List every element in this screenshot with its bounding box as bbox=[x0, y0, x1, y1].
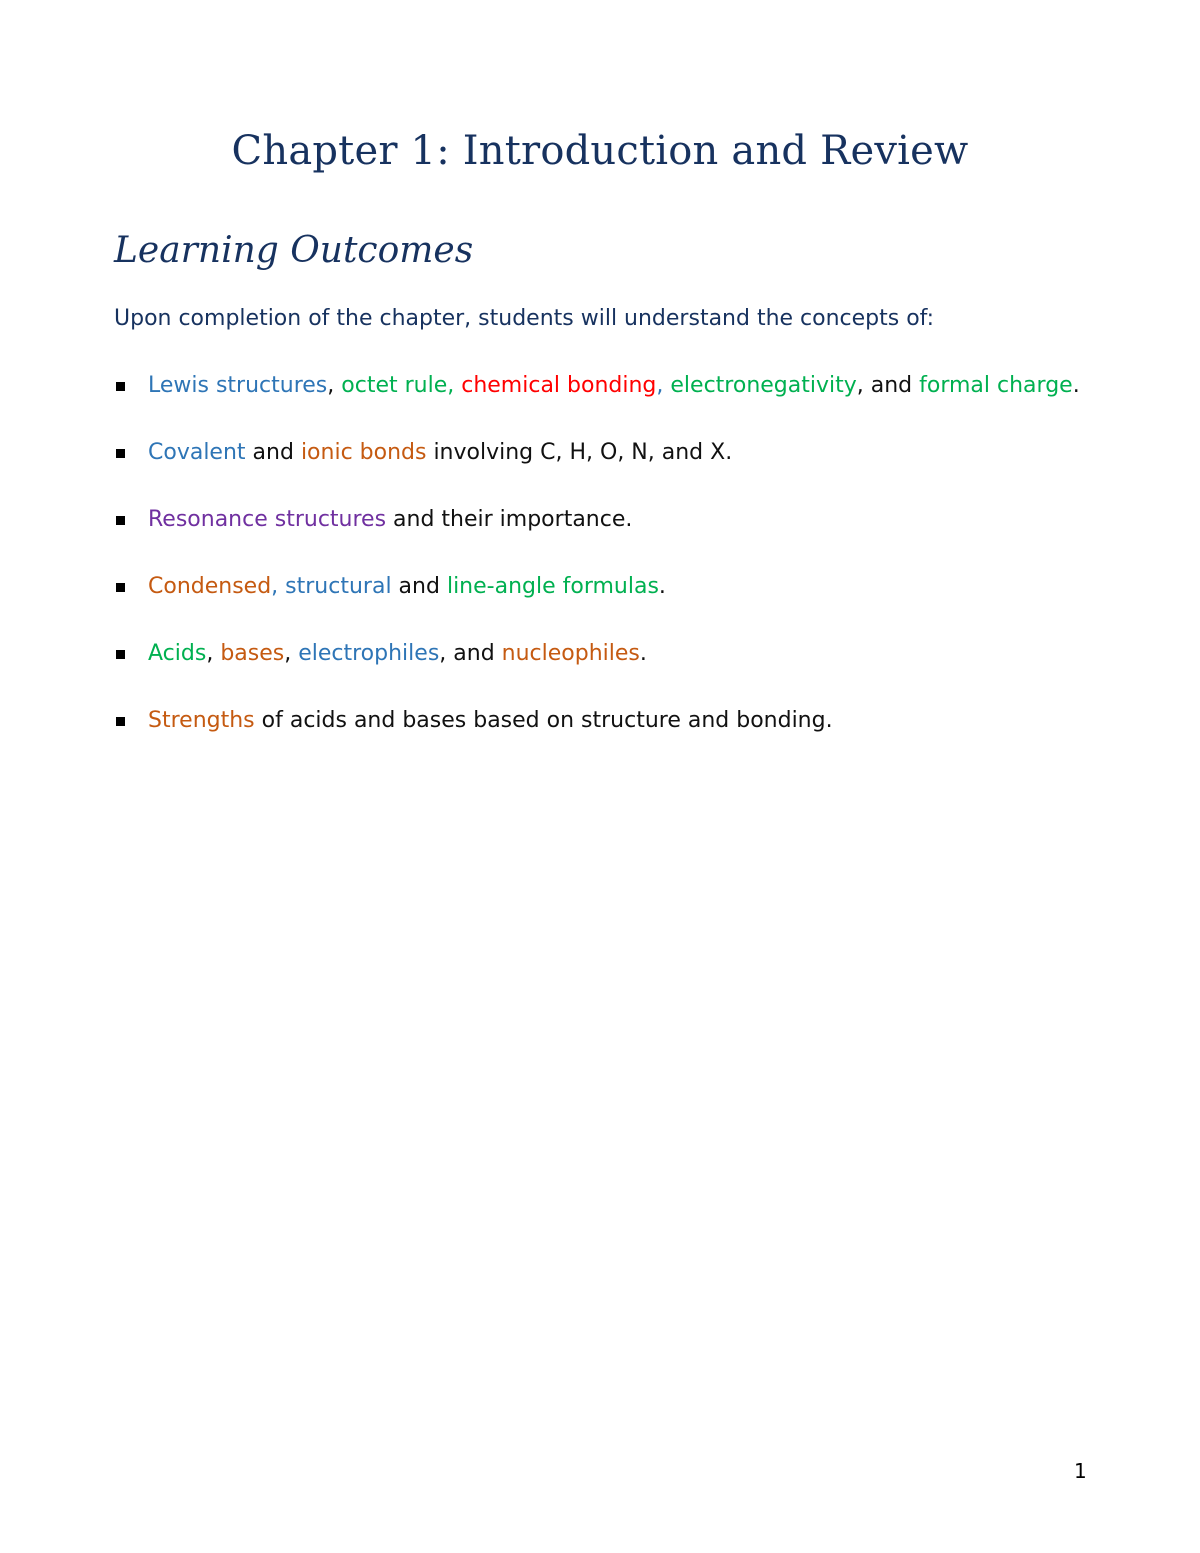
outcome-text-run: . bbox=[639, 641, 647, 666]
outcome-text-run: Resonance structures bbox=[148, 507, 387, 532]
outcome-text bbox=[148, 373, 1080, 398]
outcome-text-run: , bbox=[284, 641, 299, 666]
outcome-text-run: of acids and bases based on structure and bonding. bbox=[254, 708, 833, 733]
outcome-text-run: , bbox=[271, 574, 286, 599]
square-bullet-icon bbox=[116, 516, 125, 525]
square-bullet-icon bbox=[116, 650, 125, 659]
outcome-text-run: octet rule, bbox=[341, 373, 462, 398]
intro-paragraph: Upon completion of the chapter, students will understand the concepts of: bbox=[114, 306, 935, 331]
square-bullet-icon bbox=[116, 449, 125, 458]
square-bullet-icon bbox=[116, 583, 125, 592]
square-bullet-icon bbox=[116, 382, 125, 391]
outcome-text-run: , and bbox=[439, 641, 502, 666]
outcome-text bbox=[148, 708, 833, 733]
outcome-text-run: Strengths bbox=[148, 708, 255, 733]
outcome-text-run: , bbox=[656, 373, 671, 398]
outcome-text-run: Acids bbox=[148, 641, 207, 666]
outcome-text-run: involving C, H, O, N, and X. bbox=[426, 440, 733, 465]
page-number: 1 bbox=[1074, 1459, 1087, 1483]
outcome-text-run: bases bbox=[220, 641, 285, 666]
outcome-text-run: formal charge bbox=[919, 373, 1073, 398]
outcome-text-run: . bbox=[658, 574, 666, 599]
outcome-text-run: . bbox=[1072, 373, 1080, 398]
outcome-text bbox=[148, 440, 732, 465]
outcome-text-run: Covalent bbox=[148, 440, 246, 465]
outcome-text-run: nucleophiles bbox=[501, 641, 640, 666]
section-heading: Learning Outcomes bbox=[114, 230, 474, 271]
square-bullet-icon bbox=[116, 717, 125, 726]
outcome-text bbox=[148, 507, 632, 532]
outcome-text-run: and bbox=[245, 440, 301, 465]
outcome-text-run: line-angle formulas bbox=[446, 574, 659, 599]
outcome-text bbox=[148, 574, 666, 599]
outcome-text-run: , bbox=[206, 641, 221, 666]
outcome-text-run: electrophiles bbox=[298, 641, 440, 666]
outcome-text-run: structural bbox=[285, 574, 392, 599]
outcome-text-run: and their importance. bbox=[386, 507, 633, 532]
outcome-text-run: chemical bonding bbox=[461, 373, 657, 398]
outcome-text-run: and bbox=[391, 574, 447, 599]
outcome-text-run: , and bbox=[856, 373, 920, 398]
outcome-text-run: Condensed bbox=[148, 574, 272, 599]
outcome-text-run: ionic bonds bbox=[300, 440, 427, 465]
chapter-title: Chapter 1: Introduction and Review bbox=[231, 128, 969, 174]
outcome-text bbox=[148, 641, 647, 666]
outcome-text-run: electronegativity bbox=[670, 373, 857, 398]
outcome-text-run: Lewis structures bbox=[148, 373, 328, 398]
outcome-text-run: , bbox=[327, 373, 342, 398]
